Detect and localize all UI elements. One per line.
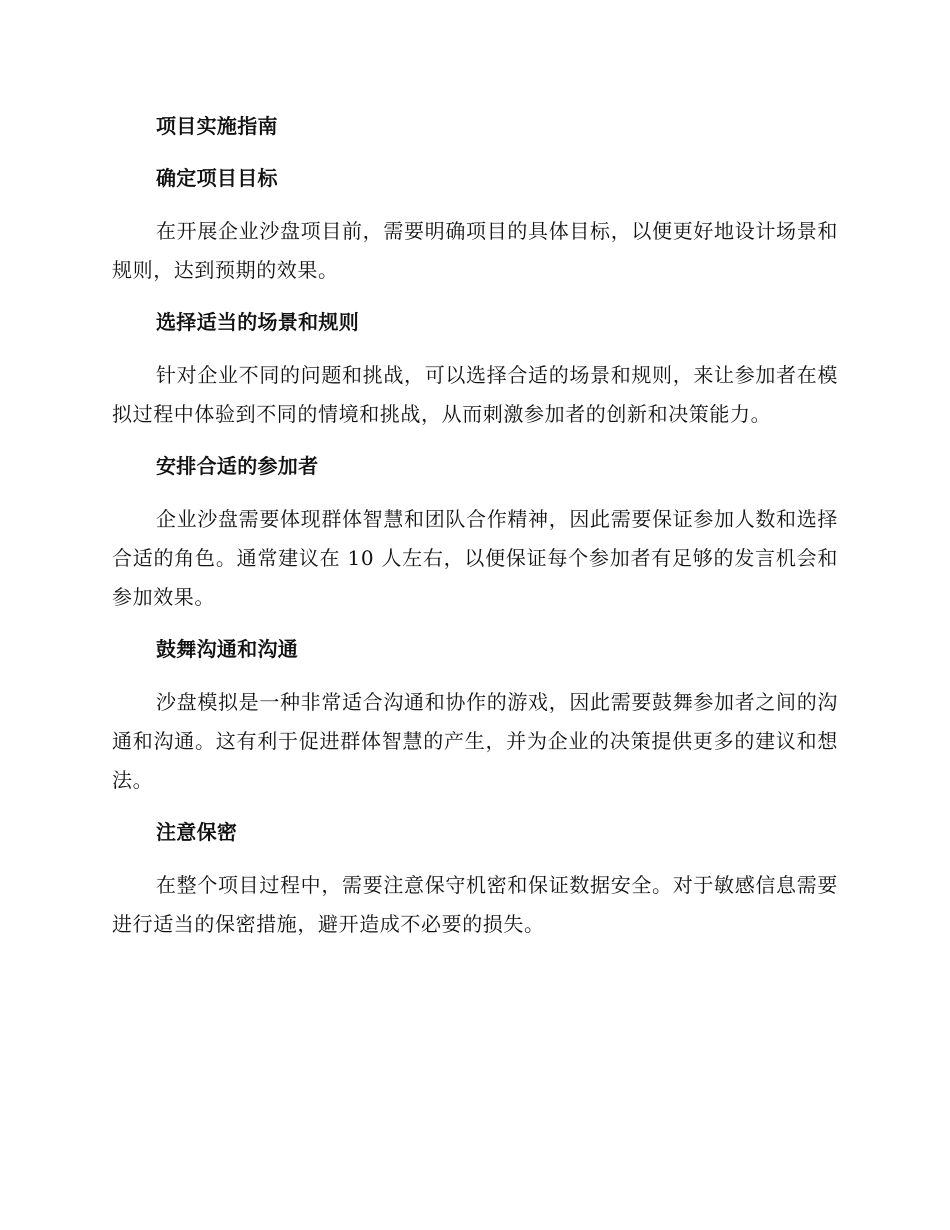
section-2	[112, 304, 838, 434]
section-3	[112, 448, 838, 617]
section-body: 沙盘模拟是一种非常适合沟通和协作的游戏，因此需要鼓舞参加者之间的沟通和沟通。这有利于促进群体智慧的产生，并为企业的决策提供更多的建议和想法。	[112, 690, 838, 792]
document-page	[112, 108, 838, 958]
section-1	[112, 160, 838, 290]
section-body: 在开展企业沙盘项目前，需要明确项目的具体目标，以便更好地设计场景和规则，达到预期的效果。	[112, 219, 838, 282]
section-heading: 选择适当的场景和规则	[156, 310, 359, 334]
section-heading: 鼓舞沟通和沟通	[156, 637, 299, 661]
section-body: 针对企业不同的问题和挑战，可以选择合适的场景和规则，来让参加者在模拟过程中体验到不同的情境和挑战，从而刺激参加者的创新和决策能力。	[112, 363, 838, 426]
section-body: 企业沙盘需要体现群体智慧和团队合作精神，因此需要保证参加人数和选择合适的角色。通常建议在 10 人左右，以便保证每个参加者有足够的发言机会和参加效果。	[112, 507, 838, 609]
section-heading: 注意保密	[156, 820, 238, 844]
section-body: 在整个项目过程中，需要注意保守机密和保证数据安全。对于敏感信息需要进行适当的保密措施，避开造成不必要的损失。	[112, 873, 838, 936]
section-heading: 安排合适的参加者	[156, 454, 319, 478]
section-5	[112, 814, 838, 944]
section-heading: 确定项目目标	[156, 166, 278, 190]
document-title: 项目实施指南	[156, 114, 278, 138]
section-4	[112, 631, 838, 800]
